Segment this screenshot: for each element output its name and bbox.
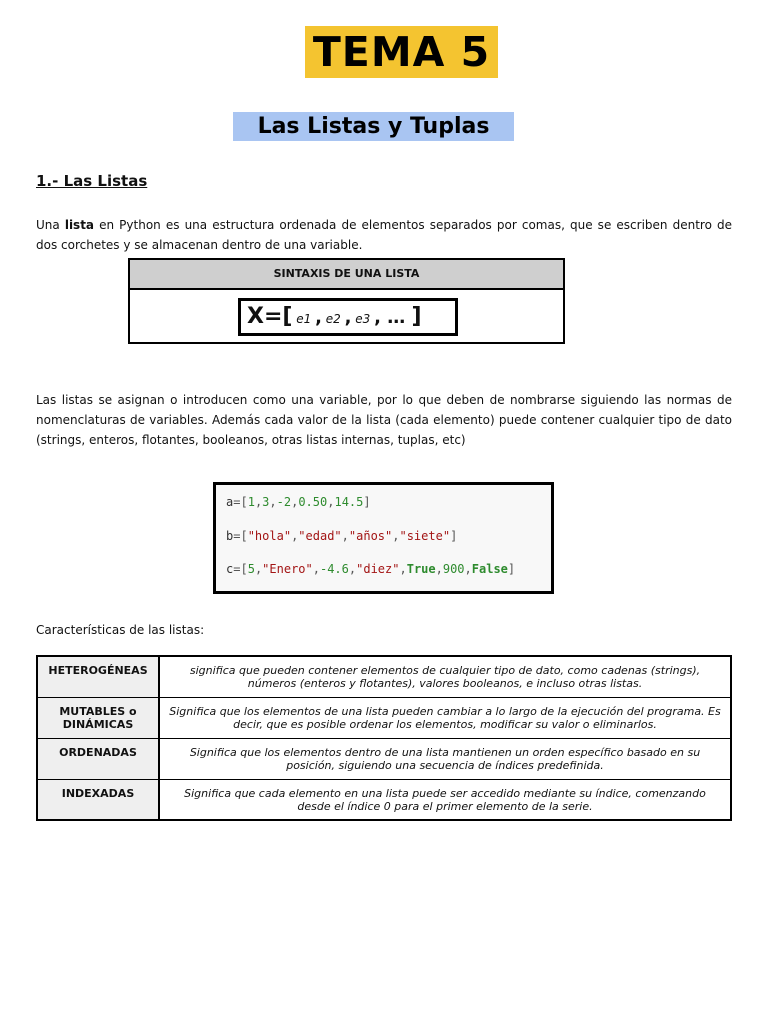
characteristics-label: Características de las listas: [36,623,205,637]
code-operator: = [233,529,241,543]
syntax-prefix: X=[ [247,304,293,329]
code-bracket: [ [240,562,248,576]
code-list-element: 14.5 [334,495,364,509]
characteristics-table [36,655,732,821]
chapter-subtitle: Las Listas y Tuplas [233,112,514,141]
code-list-element: "siete" [399,529,451,543]
characteristic-description: Significa que los elementos dentro de una lista mantienen un orden específico basado en su posición, siguiendo una secuencia de índices predefinida. [159,738,731,779]
code-list-element: 0.50 [298,495,328,509]
code-list-element: "hola" [247,529,292,543]
code-comma: , [291,529,299,543]
characteristic-description: Significa que cada elemento en una lista puede ser accedido mediante su índice, comenzando desde el índice 0 para el primer elemento de la serie. [159,779,731,820]
code-list-element: True [406,562,436,576]
intro-post: en Python es una estructura ordenada de elementos separados por comas, que se escriben dentro de dos corchetes y se almacenan dentro de una variable. [36,218,732,252]
syntax-header: SINTAXIS DE UNA LISTA [130,260,563,290]
code-list-element: 900 [442,562,465,576]
code-comma: , [327,495,335,509]
characteristic-term: INDEXADAS [37,779,159,820]
characteristic-description: Significa que los elementos de una lista pueden cambiar a lo largo de la ejecución del programa. Es decir, que es posible ordenar los elementos, modificar su valor o eliminarlos. [159,697,731,738]
code-comma: , [464,562,472,576]
code-list-element: -4.6 [319,562,349,576]
code-list-element: "años" [348,529,393,543]
code-comma: , [254,495,263,509]
code-operator: = [233,495,241,509]
code-bracket: [ [240,529,248,543]
code-list-element: 1 [247,495,255,509]
table-row [37,656,731,697]
syntax-formula [238,298,458,336]
code-bracket: ] [507,562,516,576]
code-comma: , [254,562,263,576]
code-comma: , [392,529,400,543]
chapter-title: TEMA 5 [305,26,498,78]
code-comma: , [435,562,443,576]
syntax-e3: e3 [351,312,375,326]
code-line-a [226,495,371,509]
syntax-e1: e1 [292,312,316,326]
intro-bold-term: lista [64,218,95,232]
code-line-c [226,562,515,576]
characteristic-term: HETEROGÉNEAS [37,656,159,697]
assignment-paragraph: Las listas se asignan o introducen como una variable, por lo que deben de nombrarse siguiendo las normas de nomenclaturas de variables. Además cada valor de la lista (cada elemento) puede contener cualquier tipo de dato (strings, enteros, flotantes, booleanos, otras listas internas, tuplas, etc) [36,393,732,447]
syntax-comma: , [315,307,322,328]
code-comma: , [341,529,349,543]
code-list-element: -2 [276,495,292,509]
code-comma: , [291,495,299,509]
syntax-ellipsis: … [380,307,412,328]
code-list-element: "Enero" [262,562,313,576]
code-line-b [226,529,457,543]
intro-pre: Una [36,218,65,232]
code-example-box [213,482,554,594]
code-list-element: 3 [262,495,270,509]
code-comma: , [399,562,407,576]
code-operator: = [233,562,241,576]
syntax-box [128,258,565,344]
code-bracket: [ [240,495,248,509]
code-variable: c [226,562,234,576]
table-row [37,697,731,738]
code-variable: a [226,495,234,509]
section-heading: 1.- Las Listas [36,172,148,190]
code-bracket: ] [363,495,371,509]
characteristic-description: significa que pueden contener elementos de cualquier tipo de dato, como cadenas (strings), números (enteros y flotantes), valores booleanos, e incluso otras listas. [159,656,731,697]
table-row [37,779,731,820]
characteristic-term: MUTABLES o DINÁMICAS [37,697,159,738]
code-list-element: False [471,562,508,576]
intro-paragraph [36,215,732,255]
table-row [37,738,731,779]
code-list-element: "diez" [356,562,400,576]
syntax-comma: , [374,307,381,328]
code-comma: , [312,562,320,576]
code-comma: , [269,495,277,509]
code-list-element: "edad" [298,529,342,543]
code-list-element: 5 [247,562,255,576]
code-variable: b [226,529,234,543]
syntax-comma: , [344,307,352,328]
code-bracket: ] [450,529,458,543]
characteristic-term: ORDENADAS [37,738,159,779]
syntax-e2: e2 [321,312,345,326]
syntax-close: ] [411,304,422,329]
code-comma: , [348,562,357,576]
